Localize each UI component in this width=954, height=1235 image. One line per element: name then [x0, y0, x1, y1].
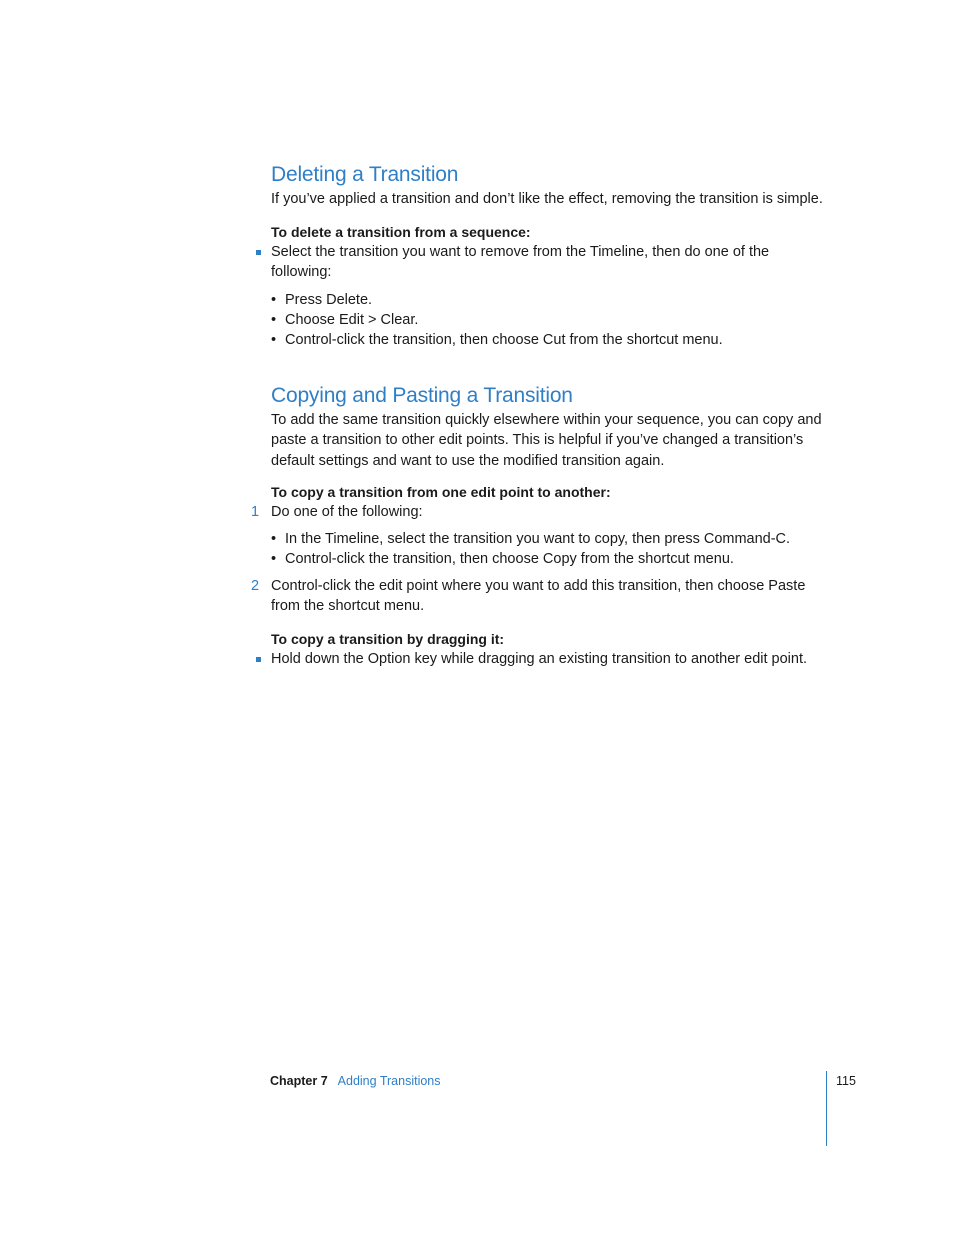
delete-step-text: Select the transition you want to remove from the Timeline, then do one of the following:	[271, 243, 770, 280]
delete-intro: If you’ve applied a transition and don’t like the effect, removing the transition is simple.	[271, 191, 823, 207]
footer-chapter-title: Adding Transitions	[337, 1074, 441, 1088]
square-bullet-icon	[256, 657, 261, 662]
copy-step-2	[251, 576, 831, 617]
page-number: 115	[836, 1074, 856, 1088]
page-content	[251, 160, 831, 669]
step-number: 2	[251, 577, 260, 594]
heading-copying-pasting-transition: Copying and Pasting a Transition	[271, 383, 573, 407]
square-bullet-icon	[256, 250, 261, 255]
copy-drag-step-text: Hold down the Option key while dragging an existing transition to another edit point.	[271, 650, 808, 667]
step-number: 1	[251, 504, 260, 520]
page-footer	[270, 1072, 441, 1090]
footer-divider	[826, 1071, 827, 1146]
bullet-dot-icon: •	[271, 331, 277, 348]
copy-task2-heading: To copy a transition by dragging it:	[271, 630, 505, 647]
heading-deleting-transition: Deleting a Transition	[271, 163, 459, 186]
bullet-dot-icon: •	[271, 311, 277, 328]
delete-options-list	[271, 290, 831, 350]
bullet-dot-icon: •	[271, 530, 277, 547]
copy-step-2-text: Control-click the edit point where you want to add this transition, then choose Paste from the shortcut menu.	[271, 577, 806, 614]
copy-task1-heading: To copy a transition from one edit point to another:	[271, 484, 611, 500]
copy-options-list	[271, 529, 831, 569]
list-item: • In the Timeline, select the transition you want to copy, then press Command-C.	[271, 530, 791, 547]
copy-intro: To add the same transition quickly elsewhere within your sequence, you can copy and paste a transition to other edit points. This is helpful if you’ve changed a transition’s default settings and want to use the modified transition again.	[271, 411, 822, 469]
list-item: • Control-click the transition, then choose Copy from the shortcut menu.	[271, 550, 734, 567]
copy-drag-step	[271, 649, 831, 670]
delete-task-heading: To delete a transition from a sequence:	[271, 223, 531, 240]
copy-step-1	[251, 502, 831, 523]
list-item: • Control-click the transition, then choose Cut from the shortcut menu.	[271, 331, 723, 348]
copy-step-1-text: Do one of the following:	[271, 504, 423, 520]
list-item: • Choose Edit > Clear.	[271, 311, 419, 328]
bullet-dot-icon: •	[271, 550, 277, 567]
bullet-dot-icon: •	[271, 291, 277, 308]
list-item: • Press Delete.	[271, 291, 373, 308]
footer-chapter: Chapter 7	[270, 1074, 328, 1088]
delete-step	[271, 242, 831, 283]
